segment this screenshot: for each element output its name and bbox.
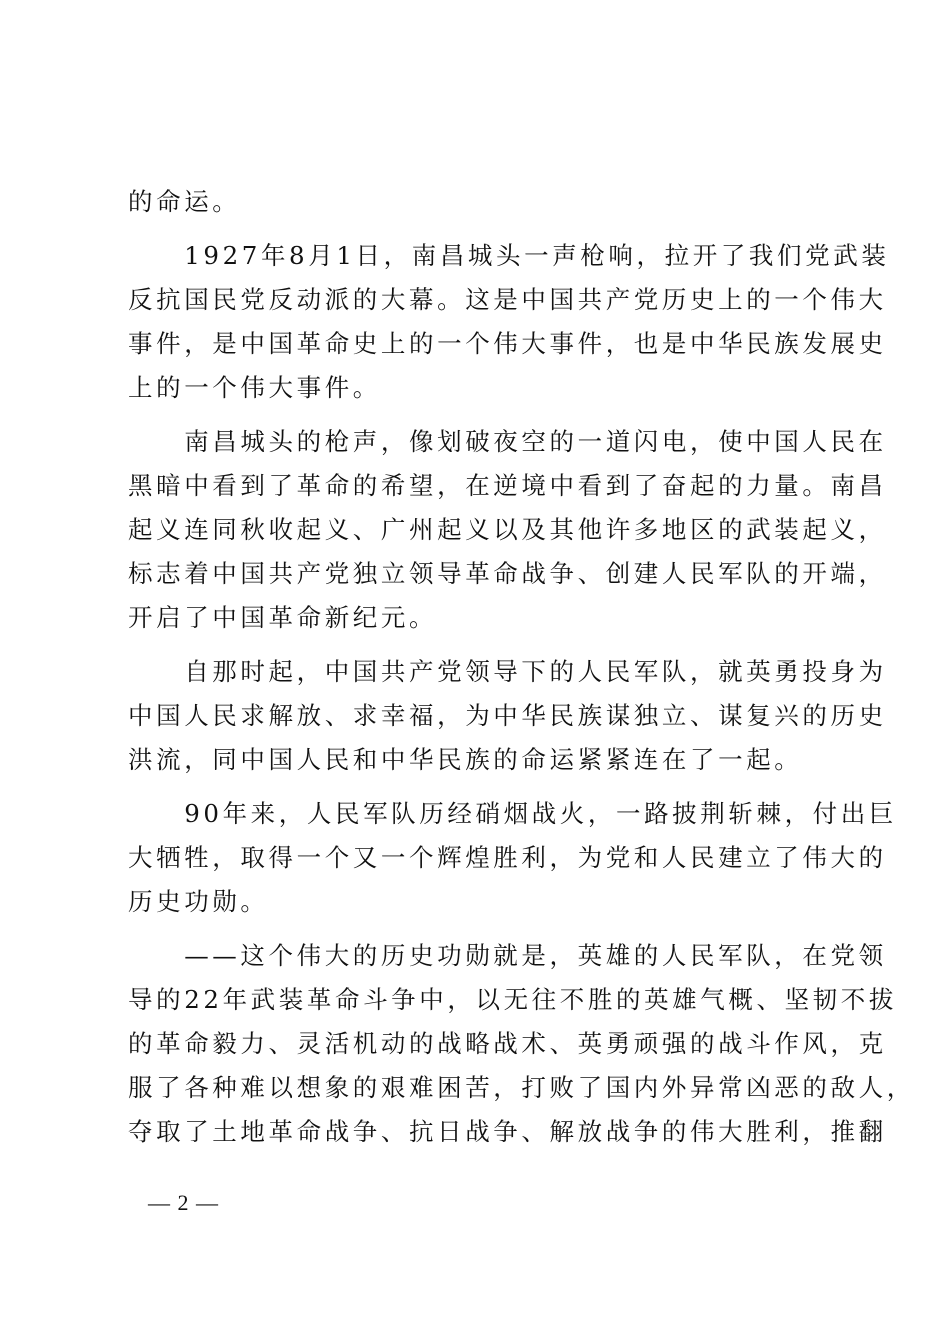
text-line: 的命运。 [128,187,241,216]
text-line: 90年来，人民军队历经硝烟战火，一路披荆斩棘，付出巨 [128,799,897,828]
text-line: 反抗国民党反动派的大幕。这是中国共产党历史上的一个伟大 [128,285,887,314]
text-line: 夺取了土地革命战争、抗日战争、解放战争的伟大胜利，推翻 [128,1117,887,1146]
text-line: 大牺牲，取得一个又一个辉煌胜利，为党和人民建立了伟大的 [128,843,887,872]
text-line: 南昌城头的枪声，像划破夜空的一道闪电，使中国人民在 [128,427,887,456]
paragraph [128,420,887,640]
text-line: 事件，是中国革命史上的一个伟大事件，也是中华民族发展史 [128,329,887,358]
body-text [128,180,915,1154]
text-line: 起义连同秋收起义、广州起义以及其他许多地区的武装起义， [128,515,887,544]
text-line: ——这个伟大的历史功勋就是，英雄的人民军队，在党领 [128,941,887,970]
paragraph [128,650,887,782]
text-line: 标志着中国共产党独立领导革命战争、创建人民军队的开端， [128,559,887,588]
text-line: 的革命毅力、灵活机动的战略战术、英勇顽强的战斗作风，克 [128,1029,887,1058]
text-line: 黑暗中看到了革命的希望，在逆境中看到了奋起的力量。南昌 [128,471,887,500]
page-number: — 2 — [148,1190,219,1215]
text-line: 开启了中国革命新纪元。 [128,603,438,632]
text-line: 导的22年武装革命斗争中，以无往不胜的英雄气概、坚韧不拔 [128,985,897,1014]
text-line: 洪流，同中国人民和中华民族的命运紧紧连在了一起。 [128,745,803,774]
text-line: 服了各种难以想象的艰难困苦，打败了国内外异常凶恶的敌人， [128,1073,915,1102]
text-line: 上的一个伟大事件。 [128,373,381,402]
paragraph [128,792,897,924]
paragraph [128,180,832,224]
text-line: 1927年8月1日，南昌城头一声枪响，拉开了我们党武装 [128,241,890,270]
text-line: 历史功勋。 [128,887,269,916]
text-line: 中国人民求解放、求幸福，为中华民族谋独立、谋复兴的历史 [128,701,887,730]
text-line: 自那时起，中国共产党领导下的人民军队，就英勇投身为 [128,657,887,686]
paragraph [128,234,890,410]
paragraph [128,934,915,1154]
